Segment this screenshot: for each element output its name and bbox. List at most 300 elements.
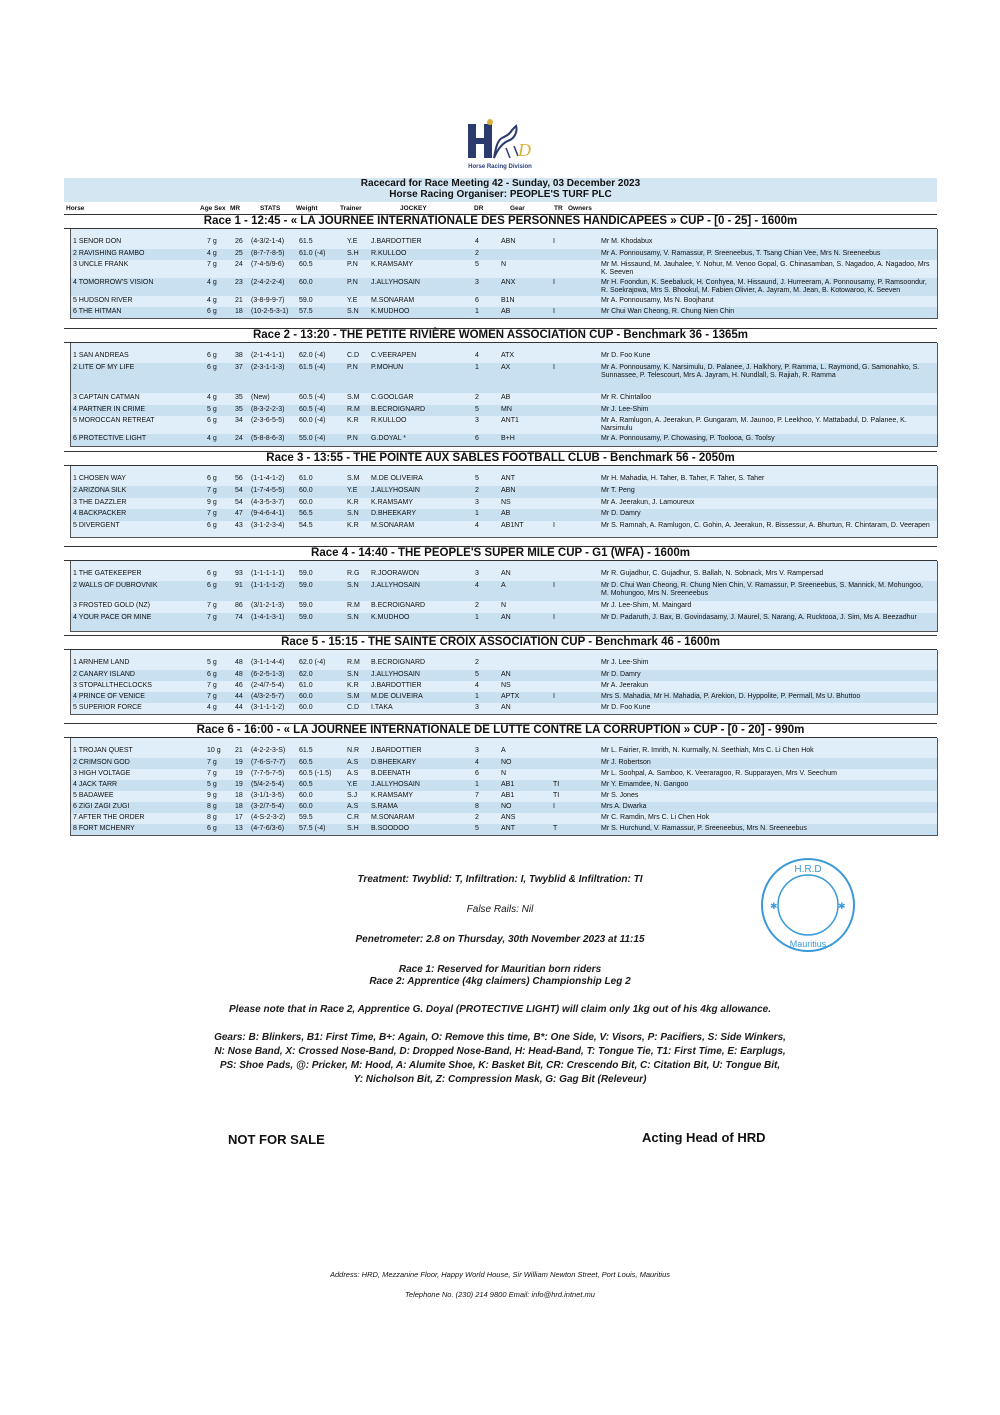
draw: 1 (475, 693, 479, 700)
gear: AB1NT (501, 522, 524, 529)
jockey: M.DE OLIVEIRA (371, 475, 423, 482)
age-sex: 7 g (207, 238, 217, 245)
treatment: TI (553, 792, 560, 799)
stats: (4-2-2-3-S) (251, 747, 286, 754)
merit-rating: 47 (235, 510, 243, 517)
trainer: S.M (347, 394, 360, 401)
draw: 3 (475, 704, 479, 711)
merit-rating: 54 (235, 487, 243, 494)
gear: N (501, 602, 507, 609)
weight: 60.0 (299, 704, 313, 711)
table-row (71, 237, 937, 249)
svg-text:✱: ✱ (838, 901, 846, 911)
jockey: C.GOOLGAR (371, 394, 414, 401)
stats: (4-S-2-3-2) (251, 814, 286, 821)
owners: Mr J. Lee-Shim (601, 406, 649, 413)
weight: 60.0 (299, 792, 313, 799)
jockey: K.RAMSAMY (371, 499, 414, 506)
age-sex: 6 g (207, 352, 217, 359)
stats: (3-8-9-9-7) (251, 297, 285, 304)
gears-line-4: Y: Nicholson Bit, Z: Compression Mask, G: Gag Bit (Releveur) (353, 1074, 647, 1085)
trainer: S.N (347, 582, 359, 589)
horse-name: 3 UNCLE FRANK (73, 261, 129, 268)
stats: (5-8-8-6-3) (251, 435, 285, 442)
age-sex: 4 g (207, 704, 217, 711)
race-title: Race 5 - 15:15 - THE SAINTE CROIX ASSOCIATION CUP - Benchmark 46 - 1600m (64, 635, 937, 650)
weight: 61.0 (-4) (299, 250, 326, 257)
stats: (3-1-1-4-4) (251, 659, 285, 666)
race-title: Race 1 - 12:45 - « LA JOURNEE INTERNATIONALE DES PERSONNES HANDICAPEES » CUP - [0 - 25] - 1600m (64, 214, 937, 229)
age-sex: 6 g (207, 825, 217, 832)
age-sex: 4 g (207, 297, 217, 304)
trainer: A.S (347, 759, 359, 766)
owners: Mr D. Chui Wan Cheong, R. Chung Nien Chin, V. Ramassur, P. Sreeneebus, S. Mannick, M. Mohungoo, M. Mohungoo, Mrs N. Sreeneebus (601, 582, 923, 597)
age-sex: 4 g (207, 250, 217, 257)
weight: 61.5 (299, 238, 313, 245)
stats: (7-6-S-7-7) (251, 759, 286, 766)
merit-rating: 17 (235, 814, 243, 821)
weight: 60.5 (299, 759, 313, 766)
owners: Mr H. Mahadia, H. Taher, B. Taher, F. Taher, S. Taher (601, 475, 765, 482)
stats: (10-2-5-3-1) (251, 308, 289, 315)
apprentice-note: Please note that in Race 2, Apprentice G. Doyal (PROTECTIVE LIGHT) will claim only 1kg out of his 4kg allowance. (229, 1004, 771, 1015)
owners: Mr R. Gujadhur, C. Gujadhur, S. Ballah, N. Sobnack, Mrs V. Rampersad (601, 570, 824, 577)
horse-name: 5 MOROCCAN RETREAT (73, 417, 155, 424)
age-sex: 7 g (207, 693, 217, 700)
footer-phone: Telephone No. (230) 214 9800 Email: info@hrd.intnet.mu (405, 1290, 595, 1299)
weight: 60.5 (-4) (299, 394, 326, 401)
merit-rating: 93 (235, 570, 243, 577)
merit-rating: 19 (235, 759, 243, 766)
gear: AB (501, 308, 511, 315)
table-row (71, 769, 937, 780)
table-row (71, 658, 937, 670)
col-jockey: JOCKEY (400, 205, 427, 212)
draw: 8 (475, 803, 479, 810)
stats: (4/3-2-5-7) (251, 693, 285, 700)
jockey: M.DE OLIVEIRA (371, 693, 423, 700)
table-row (71, 681, 937, 692)
treatment: TI (553, 781, 560, 788)
age-sex: 8 g (207, 803, 217, 810)
jockey: D.BHEEKARY (371, 510, 416, 517)
draw: 5 (475, 671, 479, 678)
stats: (4-3/2-1-4) (251, 238, 285, 245)
owners: Mr D. Damry (601, 671, 641, 678)
horse-name: 4 YOUR PACE OR MINE (73, 614, 152, 621)
gear: AB1 (501, 781, 515, 788)
draw: 3 (475, 747, 479, 754)
treatment: I (553, 238, 555, 245)
draw: 4 (475, 582, 479, 589)
age-sex: 6 g (207, 475, 217, 482)
horse-name: 5 DIVERGENT (73, 522, 120, 529)
weight: 59.5 (299, 814, 313, 821)
stamp-seal-icon (758, 855, 858, 955)
stats: (1-1-1-1-2) (251, 582, 285, 589)
gear: NS (501, 682, 511, 689)
svg-text:D: D (518, 140, 531, 160)
weight: 59.0 (299, 614, 313, 621)
weight: 56.5 (299, 510, 313, 517)
owners: Mrs S. Mahadia, Mr H. Mahadia, P. Arekion, D. Hyppolite, P. Permall, Ms U. Bhuttoo (601, 693, 861, 700)
horse-name: 4 PRINCE OF VENICE (73, 693, 145, 700)
weight: 60.5 (299, 781, 313, 788)
gear: ATX (501, 352, 515, 359)
gear: B+H (501, 435, 515, 442)
stats: (8-7-7-8-5) (251, 250, 285, 257)
stats: (4-3-5-3-7) (251, 499, 285, 506)
trainer: S.H (347, 250, 359, 257)
merit-rating: 91 (235, 582, 243, 589)
merit-rating: 18 (235, 308, 243, 315)
age-sex: 6 g (207, 522, 217, 529)
table-row (71, 521, 937, 537)
merit-rating: 34 (235, 417, 243, 424)
jockey: R.KULLOO (371, 250, 407, 257)
table-row (71, 393, 937, 405)
table-row (71, 474, 937, 486)
owners: Mr S. Hurchund, V. Ramassur, P. Sreeneebus, Mrs N. Sreeneebus (601, 825, 807, 832)
race-table (70, 343, 938, 447)
owners: Mr R. Chintalloo (601, 394, 652, 401)
horse-name: 6 PROTECTIVE LIGHT (73, 435, 147, 442)
stats: (5/4-2-5-4) (251, 781, 285, 788)
jockey: B.ECROIGNARD (371, 406, 426, 413)
race-title: Race 3 - 13:55 - THE POINTE AUX SABLES FOOTBALL CLUB - Benchmark 56 - 2050m (64, 451, 937, 466)
age-sex: 7 g (207, 602, 217, 609)
owners: Mr A. Ponnousamy, Ms N. Boojharut (601, 297, 714, 304)
table-row (71, 824, 937, 835)
merit-rating: 18 (235, 803, 243, 810)
treatment: I (553, 308, 555, 315)
trainer: K.R (347, 499, 359, 506)
horse-name: 3 STOPALLTHECLOCKS (73, 682, 152, 689)
horse-name: 4 BACKPACKER (73, 510, 127, 517)
table-row (71, 746, 937, 758)
gear: NO (501, 759, 512, 766)
draw: 6 (475, 297, 479, 304)
weight: 54.5 (299, 522, 313, 529)
owners: Mr D. Damry (601, 510, 641, 517)
owners: Mrs A. Dwarka (601, 803, 647, 810)
age-sex: 6 g (207, 582, 217, 589)
trainer: K.R (347, 522, 359, 529)
stats: (1-1-4-1-2) (251, 475, 285, 482)
age-sex: 5 g (207, 659, 217, 666)
jockey: M.SONARAM (371, 814, 415, 821)
col-age-sex: Age Sex (200, 205, 226, 212)
owners: Mr A. Ponnousamy, K. Narsimulu, D. Palanee, J. Halkhory, P. Ramma, L. Raymond, G. Samonahko, S. Sunnassee, P. Telescourt, Mrs A. Jayram, H. Nundlall, S. Rajiah, R. Ramma (601, 364, 920, 379)
gear: A (501, 582, 506, 589)
col-trainer: Trainer (340, 205, 362, 212)
draw: 2 (475, 602, 479, 609)
merit-rating: 25 (235, 250, 243, 257)
owners: Mr Chui Wan Cheong, R. Chung Nien Chin (601, 308, 735, 315)
trainer: C.R (347, 814, 360, 821)
race-title: Race 6 - 16:00 - « LA JOURNEE INTERNATIONALE DE LUTTE CONTRE LA CORRUPTION » CUP - [0 - 20] - 990m (64, 723, 937, 738)
treatment: I (553, 364, 555, 371)
owners: Mr J. Robertson (601, 759, 651, 766)
merit-rating: 26 (235, 238, 243, 245)
trainer: P.N (347, 364, 358, 371)
draw: 3 (475, 279, 479, 286)
penetrometer-note: Penetrometer: 2.8 on Thursday, 30th November 2023 at 11:15 (355, 934, 645, 945)
owners: Mr S. Ramnah, A. Ramlugon, C. Gohin, A. Jeerakun, R. Bissessur, A. Bhurtun, R. Chintaram, D. Veerapen (601, 522, 930, 529)
trainer: S.M (347, 693, 360, 700)
stats: (1-1-1-1-1) (251, 570, 285, 577)
jockey: K.RAMSAMY (371, 792, 414, 799)
horse-name: 1 SENOR DON (73, 238, 122, 245)
age-sex: 7 g (207, 614, 217, 621)
stats: (9-4-6-4-1) (251, 510, 285, 517)
table-row (71, 569, 937, 581)
trainer: R.M (347, 659, 360, 666)
weight: 61.0 (299, 682, 313, 689)
horse-name: 2 LITE OF MY LIFE (73, 364, 135, 371)
gear: AB1 (501, 792, 515, 799)
gear: ABN (501, 238, 516, 245)
draw: 5 (475, 261, 479, 268)
stats: (3-1-1-1-2) (251, 704, 285, 711)
draw: 1 (475, 308, 479, 315)
gear: NO (501, 803, 512, 810)
horse-name: 3 FROSTED GOLD (NZ) (73, 602, 151, 609)
jockey: J.ALLYHOSAIN (371, 582, 420, 589)
merit-rating: 23 (235, 279, 243, 286)
owners: Mr D. Padaruth, J. Bax, B. Govindasamy, J. Maurel, S. Narang, A. Rucktooa, J. Sim, Ms A. Beezadhur (601, 614, 917, 621)
draw: 5 (475, 475, 479, 482)
weight: 59.0 (299, 582, 313, 589)
trainer: Y.E (347, 238, 358, 245)
stats: (New) (251, 394, 270, 401)
stats: (2-4-2-2-4) (251, 279, 285, 286)
owners: Mr T. Peng (601, 487, 635, 494)
hrd-stamp (758, 855, 858, 955)
gear: ABN (501, 487, 516, 494)
jockey: P.MOHUN (371, 364, 404, 371)
stamp-bottom-text: Mauritius (789, 939, 827, 949)
jockey: C.VEERAPEN (371, 352, 417, 359)
draw: 4 (475, 682, 479, 689)
jockey: M.SONARAM (371, 522, 415, 529)
draw: 5 (475, 825, 479, 832)
weight: 60.0 (299, 803, 313, 810)
treatment: I (553, 522, 555, 529)
jockey: I.TAKA (371, 704, 393, 711)
owners: Mr A. Ponnousamy, P. Chowasing, P. Toolooa, G. Toolsy (601, 435, 775, 442)
table-row (71, 802, 937, 813)
col-gear: Gear (510, 205, 525, 212)
col-horse: Horse (66, 205, 85, 212)
table-row (71, 486, 937, 498)
table-row (71, 780, 937, 791)
weight: 62.0 (-4) (299, 659, 326, 666)
gear: N (501, 261, 507, 268)
jockey: K.MUDHOO (371, 614, 410, 621)
weight: 60.5 (-4) (299, 406, 326, 413)
trainer: S.N (347, 671, 359, 678)
table-row (71, 351, 937, 363)
merit-rating: 35 (235, 406, 243, 413)
owners: Mr H. Foondun, K. Seebaluck, H. Conhyea, M. Hissaund, J. Hurreeram, A. Ponnousamy, P. Ramsoondur, R. Soekrajowa, Mrs S. Bhookul, M. Fabien Olivier, A. Jayram, M. Jean, B. Kotowaroo, K. Seeven (601, 279, 927, 294)
trainer: N.R (347, 747, 360, 754)
stats: (2-3-6-5-5) (251, 417, 285, 424)
table-row (71, 509, 937, 521)
age-sex: 7 g (207, 261, 217, 268)
age-sex: 6 g (207, 570, 217, 577)
weight: 59.0 (299, 570, 313, 577)
owners: Mr A. Jeerakun (601, 682, 649, 689)
trainer: S.N (347, 308, 359, 315)
merit-rating: 19 (235, 781, 243, 788)
table-row (71, 670, 937, 681)
stats: (8-3-2-2-3) (251, 406, 285, 413)
stats: (6-2-5-1-3) (251, 671, 285, 678)
race-table (70, 561, 938, 632)
treatment: I (553, 693, 555, 700)
jockey: S.RAMA (371, 803, 398, 810)
gear: B1N (501, 297, 515, 304)
draw: 1 (475, 614, 479, 621)
jockey: K.MUDHOO (371, 308, 410, 315)
stamp-top-text: H.R.D (794, 864, 822, 875)
trainer: S.J (347, 792, 358, 799)
table-row (71, 813, 937, 824)
horse-name: 4 PARTNER IN CRIME (73, 406, 146, 413)
horse-name: 2 WALLS OF DUBROVNIK (73, 582, 158, 589)
trainer: K.R (347, 417, 359, 424)
horse-name: 7 AFTER THE ORDER (73, 814, 145, 821)
jockey: J.BARDOTTIER (371, 747, 422, 754)
weight: 62.0 (299, 671, 313, 678)
weight: 59.0 (299, 602, 313, 609)
table-row (71, 601, 937, 613)
merit-rating: 37 (235, 364, 243, 371)
trainer: S.M (347, 475, 360, 482)
age-sex: 4 g (207, 435, 217, 442)
gear: ANS (501, 814, 516, 821)
table-row (71, 703, 937, 714)
race-table (70, 466, 938, 538)
table-row (71, 613, 937, 631)
header-band (64, 178, 937, 202)
age-sex: 7 g (207, 510, 217, 517)
table-row (71, 692, 937, 703)
svg-text:✱: ✱ (770, 901, 778, 911)
race-title: Race 4 - 14:40 - THE PEOPLE'S SUPER MILE CUP - G1 (WFA) - 1600m (64, 546, 937, 561)
jockey: J.BARDOTTIER (371, 238, 422, 245)
trainer: K.R (347, 682, 359, 689)
jockey: D.BHEEKARY (371, 759, 416, 766)
horse-name: 3 THE DAZZLER (73, 499, 127, 506)
owners: Mr C. Ramdin, Mrs C. Li Chen Hok (601, 814, 710, 821)
jockey: J.BARDOTTIER (371, 682, 422, 689)
draw: 2 (475, 814, 479, 821)
footer-address: Address: HRD, Mezzanine Floor, Happy World House, Sir William Newton Street, Port Louis, Mauritius (329, 1270, 671, 1279)
weight: 59.0 (299, 297, 313, 304)
gears-line-1: Gears: B: Blinkers, B1: First Time, B+: Again, O: Remove this time, B*: One Side, V: Visors, P: Pacifiers, S: Side Winkers, (214, 1032, 786, 1043)
table-row (71, 581, 937, 601)
col-mr: MR (230, 205, 241, 212)
horse-name: 6 THE HITMAN (73, 308, 122, 315)
acting-head-signature: Acting Head of HRD (642, 1130, 766, 1145)
jockey: K.RAMSAMY (371, 261, 414, 268)
horse-name: 4 TOMORROW'S VISION (73, 279, 154, 286)
draw: 6 (475, 435, 479, 442)
col-owners: Owners (568, 205, 592, 212)
horse-name: 2 CRIMSON GOD (73, 759, 130, 766)
draw: 1 (475, 364, 479, 371)
weight: 57.5 (-4) (299, 825, 326, 832)
trainer: Y.E (347, 781, 358, 788)
weight: 60.0 (299, 693, 313, 700)
owners: Mr A. Ramlugon, A. Jeerakun, P. Gungaram, M. Jaunoo, P. Leekhoo, Y. Mattabadul, D. Palanee, K. Narsimulu (601, 417, 907, 432)
merit-rating: 13 (235, 825, 243, 832)
gear: AN (501, 704, 511, 711)
trainer: S.H (347, 825, 359, 832)
horse-name: 2 RAVISHING RAMBO (73, 250, 145, 257)
jockey: J.ALLYHOSAIN (371, 671, 420, 678)
logo-caption: Horse Racing Division (468, 164, 532, 170)
stats: (7-7-5-7-5) (251, 770, 285, 777)
age-sex: 7 g (207, 770, 217, 777)
table-row (71, 296, 937, 307)
race2-note: Race 2: Apprentice (4kg claimers) Championship Leg 2 (369, 976, 631, 987)
jockey: J.ALLYHOSAIN (371, 781, 420, 788)
table-row (71, 405, 937, 416)
stats: (2-4/7-5-4) (251, 682, 285, 689)
age-sex: 6 g (207, 308, 217, 315)
weight: 61.0 (299, 475, 313, 482)
table-row (71, 758, 937, 769)
owners: Mr Y. Emamdee, N. Gangoo (601, 781, 689, 788)
weight: 55.0 (-4) (299, 435, 326, 442)
gear: NS (501, 499, 511, 506)
gear: AB (501, 510, 511, 517)
jockey: R.JOORAWON (371, 570, 419, 577)
horse-name: 5 SUPERIOR FORCE (73, 704, 142, 711)
owners: Mr D. Foo Kune (601, 352, 651, 359)
merit-rating: 44 (235, 704, 243, 711)
weight: 60.5 (299, 261, 313, 268)
merit-rating: 48 (235, 659, 243, 666)
owners: Mr A. Jeerakun, J. Lamoureux (601, 499, 695, 506)
horse-name: 5 HUDSON RIVER (73, 297, 133, 304)
col-tr: TR (554, 205, 563, 212)
draw: 2 (475, 659, 479, 666)
horse-name: 5 BADAWEE (73, 792, 114, 799)
trainer: Y.E (347, 297, 358, 304)
age-sex: 8 g (207, 814, 217, 821)
merit-rating: 54 (235, 499, 243, 506)
owners: Mr J. Lee-Shim (601, 659, 649, 666)
table-row (71, 363, 937, 393)
weight: 60.0 (-4) (299, 417, 326, 424)
owners: Mr A. Ponnousamy, V. Ramassur, P. Sreeneebus, T. Tsang Chian Vee, Mrs N. Sreeneebus (601, 250, 881, 257)
age-sex: 9 g (207, 499, 217, 506)
draw: 3 (475, 570, 479, 577)
race-table (70, 738, 938, 836)
gears-line-3: PS: Shoe Pads, @: Pricker, M: Hood, A: Alumite Shoe, K: Basket Bit, CR: Crescendo Bit, C: Citation Bit, U: Tongue Bit, (219, 1060, 781, 1071)
false-rails-note: False Rails: Nil (466, 904, 534, 915)
jockey: B.ECROIGNARD (371, 659, 426, 666)
gear: ANT (501, 825, 515, 832)
age-sex: 6 g (207, 364, 217, 371)
gear: AN (501, 614, 511, 621)
weight: 61.5 (299, 747, 313, 754)
stats: (4-7-6/3-6) (251, 825, 285, 832)
